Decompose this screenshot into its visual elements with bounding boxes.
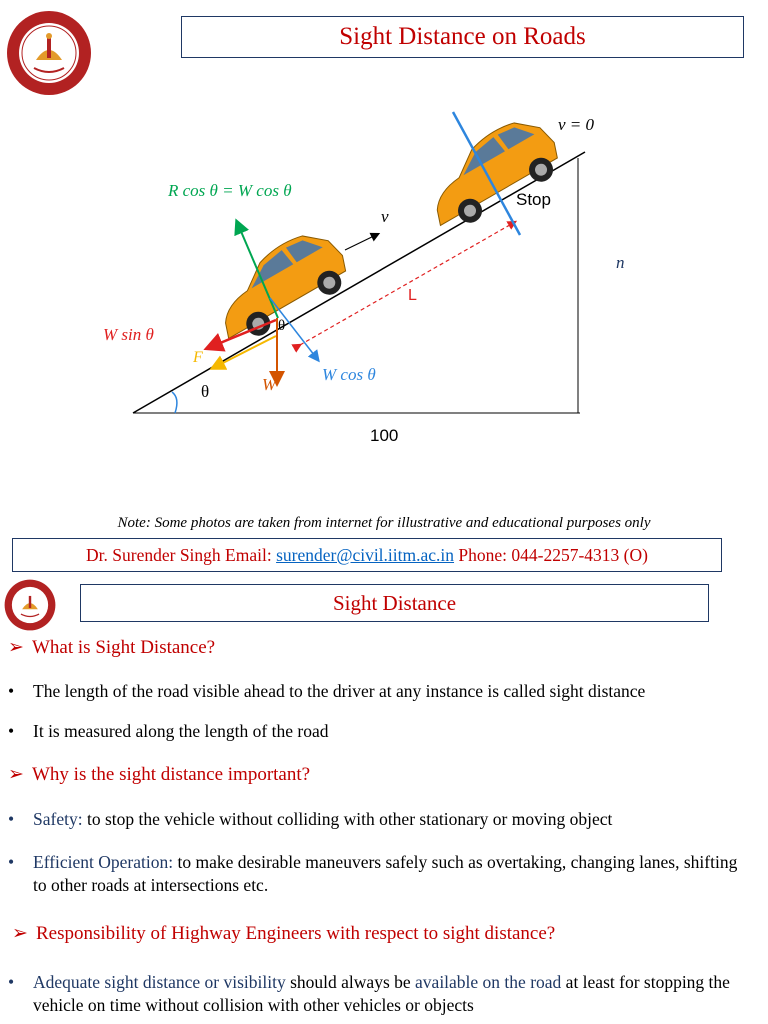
arrow-bullet-icon: ➢ (8, 764, 24, 785)
slide-1-title: Sight Distance on Roads (339, 23, 586, 50)
slide-2-title-box (80, 584, 709, 622)
safety-key: Safety: (33, 809, 83, 829)
slide-2 (0, 575, 768, 1024)
v-zero-label: v = 0 (558, 115, 595, 134)
iit-madras-logo-small-icon (4, 579, 56, 631)
upper-car-icon (413, 108, 569, 237)
bullet-measured: • It is measured along the length of the road (8, 721, 329, 741)
theta-base-label: θ (201, 382, 210, 401)
angle-arc (172, 392, 177, 413)
email-link[interactable]: surender@civil.iitm.ac.in (276, 544, 455, 565)
bullet-definition: • The length of the road visible ahead to the driver at any instance is called sight distance (8, 681, 646, 701)
L-label: L (408, 287, 417, 304)
hundred-label: 100 (370, 426, 399, 445)
velocity-arrow (345, 234, 378, 250)
contact-suffix: Phone: 044-2257-4313 (O) (454, 544, 648, 565)
slide-2-title: Sight Distance (332, 590, 457, 615)
v-label: v (381, 207, 389, 226)
heading-what-is: ➢ What is Sight Distance? (8, 637, 216, 658)
arrow-bullet-icon: ➢ (8, 637, 24, 658)
w-cos-label: W cos θ (322, 365, 376, 384)
stop-label: Stop (516, 190, 551, 209)
w-label: W (262, 375, 277, 394)
contact-prefix: Dr. Surender Singh Email: (86, 544, 277, 565)
theta-car-label: θ (278, 318, 286, 334)
f-label: F (193, 349, 203, 366)
bullet-adequate: • Adequate sight distance or visibility should always be available on the road at least for stopping the vehicle on time without collision with other vehicles or objects (8, 972, 730, 1015)
heading-why-important: ➢ Why is the sight distance important? (8, 764, 311, 785)
disclaimer-note: Note: Some photos are taken from internet for illustrative and educational purposes only (117, 515, 651, 531)
n-label: n (616, 253, 625, 272)
r-cos-label: R cos θ = W cos θ (168, 181, 292, 200)
arrow-bullet-icon: ➢ (12, 923, 28, 944)
heading-responsibility: ➢ Responsibility of Highway Engineers with respect to sight distance? (12, 923, 556, 944)
bullet-safety: • Safety: to stop the vehicle without colliding with other stationary or moving object (8, 809, 613, 829)
w-sin-label: W sin θ (103, 325, 154, 344)
efficient-key: Efficient Operation: (33, 852, 174, 872)
contact-footer (12, 538, 722, 572)
incline-diagram (0, 0, 768, 470)
bullet-efficient-operation: • Efficient Operation: to make desirable maneuvers safely such as overtaking, changing lanes, shifting to other roads at intersections etc. (8, 852, 738, 895)
